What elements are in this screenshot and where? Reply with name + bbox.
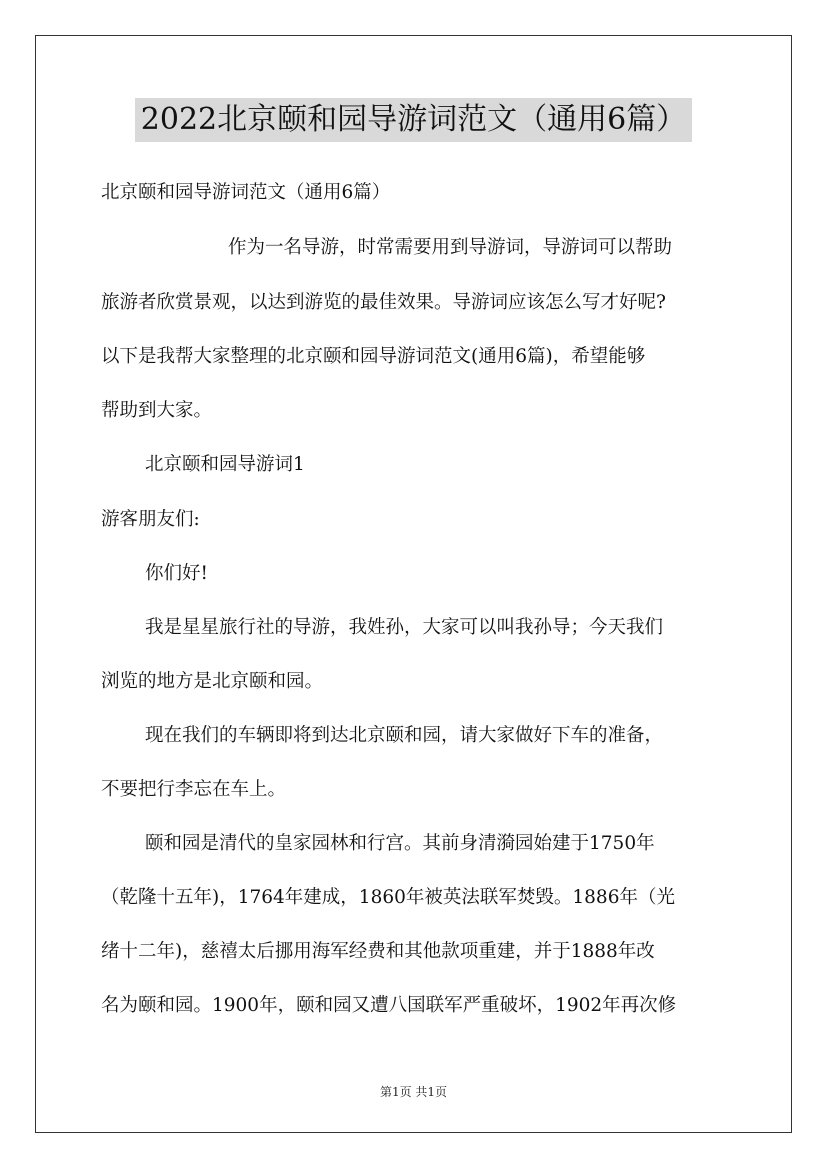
paragraph-line: 现在我们的车辆即将到达北京颐和园，请大家做好下车的准备， (145, 725, 664, 746)
paragraph-line: 名为颐和园。1900年，颐和园又遭八国联军严重破坏，1902年再次修 (101, 995, 677, 1016)
document-title: 2022北京颐和园导游词范文（通用6篇） (135, 98, 692, 142)
paragraph-line: 帮助到大家。 (101, 400, 213, 421)
paragraph-line: （乾隆十五年)，1764年建成，1860年被英法联军焚毁。1886年（光 (101, 887, 675, 908)
paragraph-line: 我是星星旅行社的导游，我姓孙，大家可以叫我孙导；今天我们 (145, 617, 664, 638)
paragraph-line: 旅游者欣赏景观，以达到游览的最佳效果。导游词应该怎么写才好呢? (101, 292, 666, 313)
paragraph-line: 游客朋友们: (101, 509, 200, 530)
section-heading: 北京颐和园导游词1 (145, 454, 305, 475)
subtitle-line: 北京颐和园导游词范文（通用6篇） (101, 182, 391, 203)
page-footer: 第1页 共1页 (379, 1085, 448, 1099)
title-container (0, 98, 827, 142)
paragraph-line: 作为一名导游，时常需要用到导游词，导游词可以帮助 (228, 237, 673, 258)
paragraph-line: 不要把行李忘在车上。 (101, 779, 287, 800)
paragraph-line: 以下是我帮大家整理的北京颐和园导游词范文(通用6篇)，希望能够 (101, 346, 646, 367)
paragraph-line: 你们好! (145, 563, 208, 584)
paragraph-line: 浏览的地方是北京颐和园。 (101, 671, 324, 692)
paragraph-line: 颐和园是清代的皇家园林和行宫。其前身清漪园始建于1750年 (145, 833, 655, 854)
paragraph-line: 绪十二年)，慈禧太后挪用海军经费和其他款项重建，并于1888年改 (101, 941, 655, 962)
